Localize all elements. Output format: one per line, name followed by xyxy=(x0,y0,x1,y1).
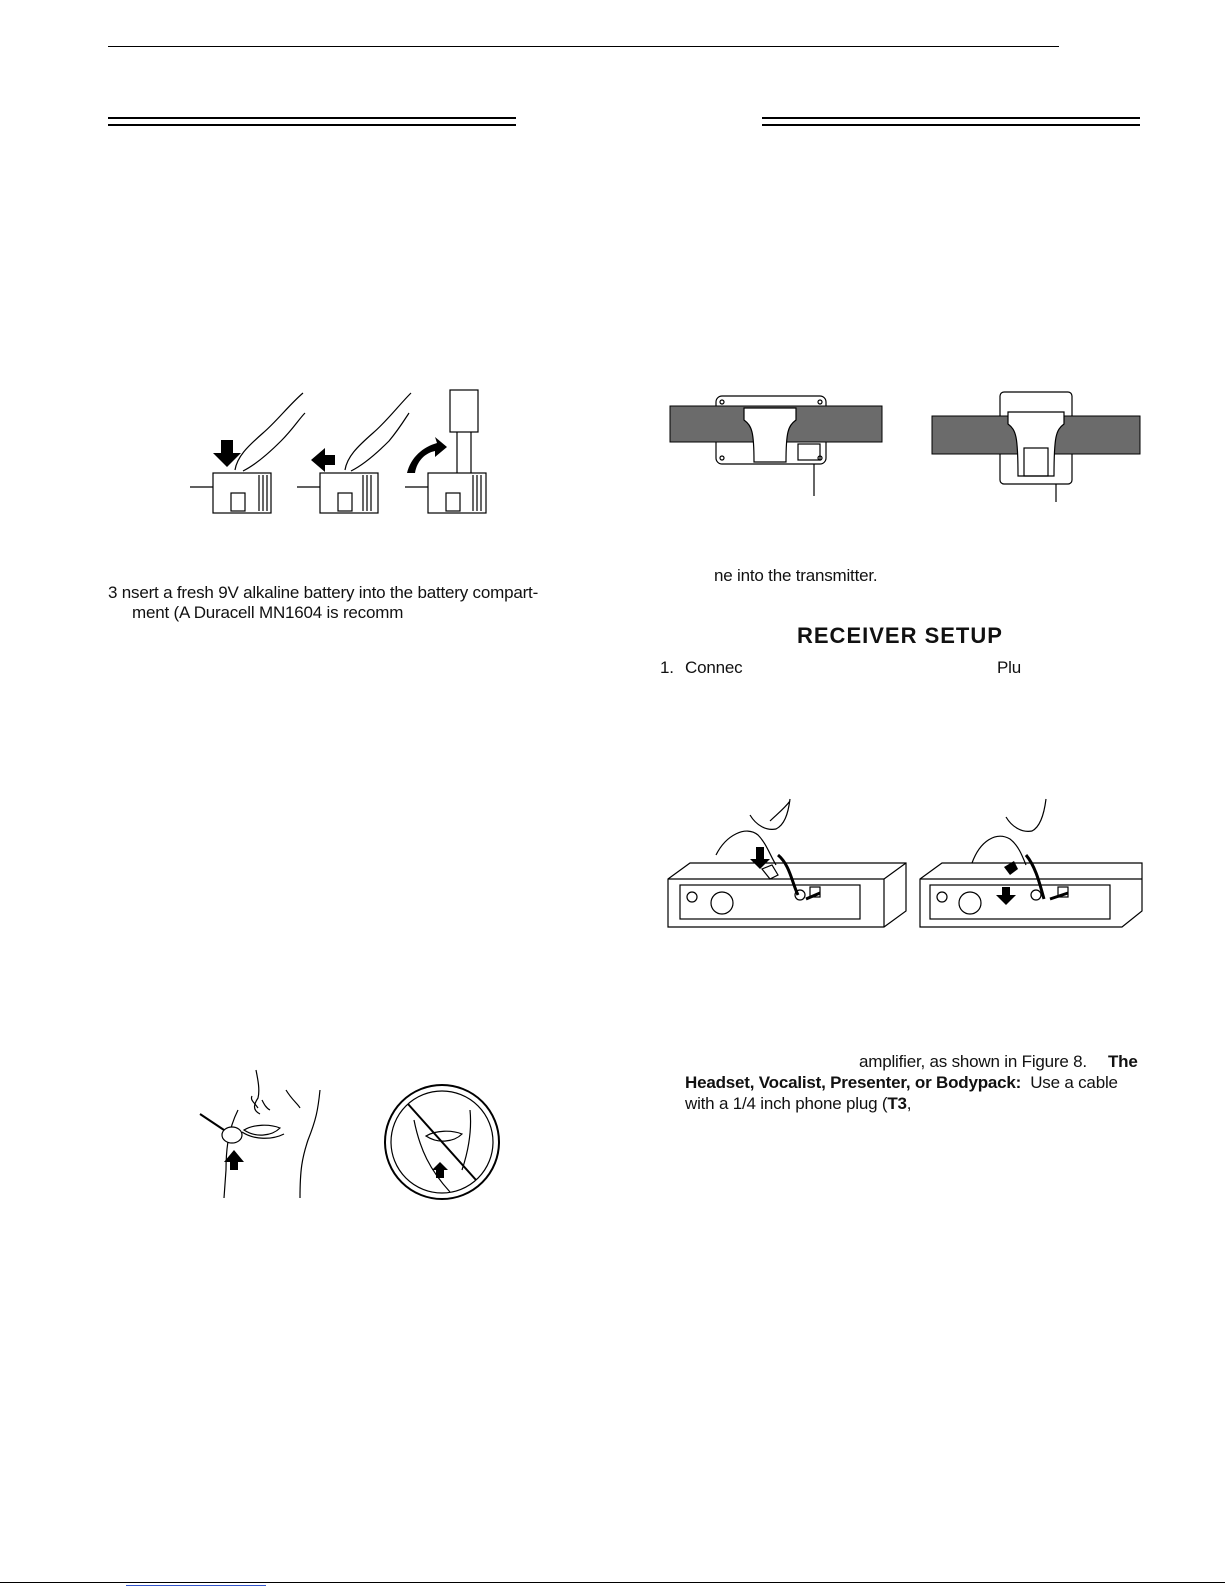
right-section-rule-bottom xyxy=(762,124,1140,126)
headset-bold-text: Headset, Vocalist, Presenter, or Bodypack: xyxy=(685,1073,1022,1092)
step3-line2: ment (A Duracell MN1604 is recomm xyxy=(132,603,404,622)
receiver-setup-heading: RECEIVER SETUP xyxy=(797,623,1003,648)
phone-plug-line: with a 1/4 inch phone plug (T3, xyxy=(685,1094,912,1113)
mic-placement-figure-icon xyxy=(200,1070,505,1205)
headset-line xyxy=(685,1072,1118,1093)
top-rule xyxy=(108,46,1059,47)
left-section-rule-top xyxy=(108,117,516,119)
mic-line: ne into the transmitter. xyxy=(714,566,878,585)
receiver-connect-figure-icon xyxy=(666,795,1144,935)
receiver-mount-figure-icon xyxy=(668,386,1143,506)
receiver-step1-text-a: Connec xyxy=(685,658,743,677)
receiver-step1-number: 1. xyxy=(660,658,674,677)
battery-insertion-figure-icon xyxy=(185,385,505,520)
right-section-rule-top xyxy=(762,117,1140,119)
headset-rest-text: Use a cable xyxy=(1030,1073,1118,1092)
amp-line-a: amplifier, as shown in Figure 8. xyxy=(859,1052,1087,1071)
left-section-rule-bottom xyxy=(108,124,516,126)
receiver-step1-text-b: Plu xyxy=(997,658,1021,677)
step3-line1: 3 nsert a fresh 9V alkaline battery into the battery compart- xyxy=(108,583,539,602)
bottom-rule xyxy=(0,1582,1225,1583)
amp-line-b: The xyxy=(1108,1052,1138,1071)
